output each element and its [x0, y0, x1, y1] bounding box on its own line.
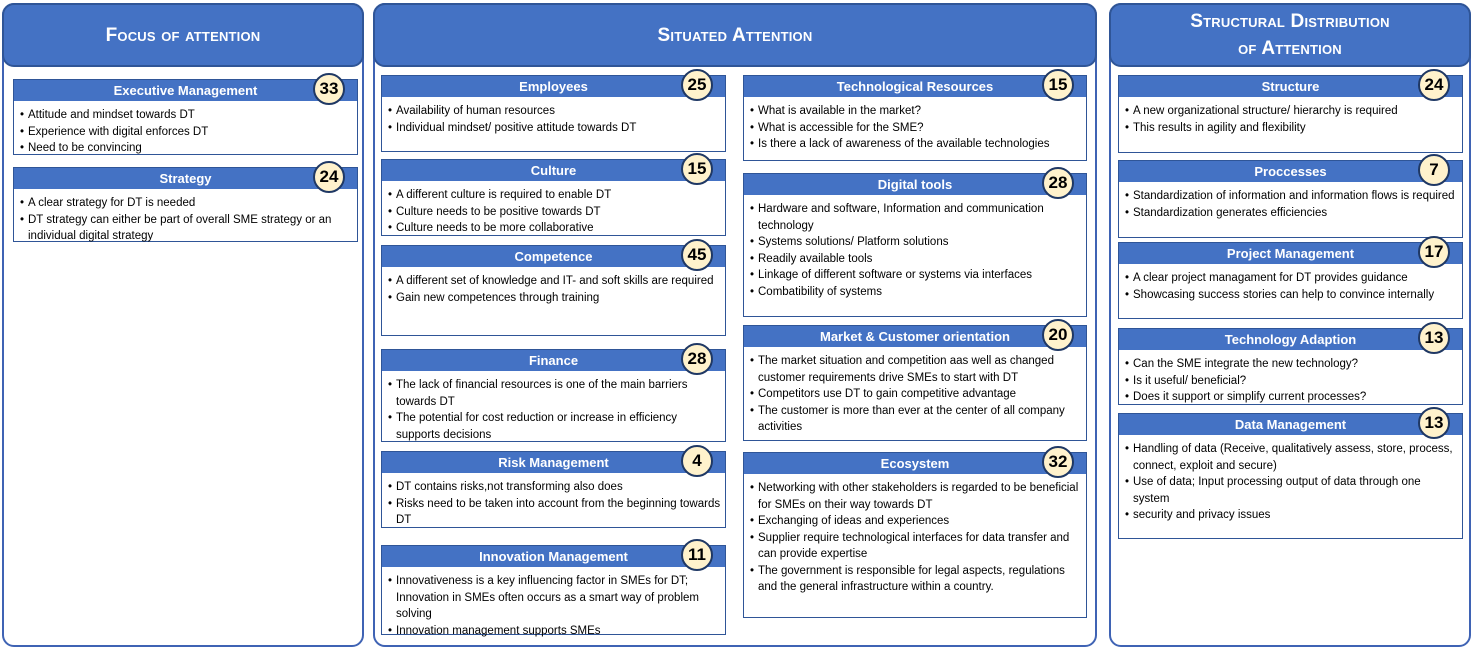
bullet-list [382, 187, 725, 237]
bullet-item: • Is it useful/ beneficial? [1125, 373, 1458, 390]
bullet-item: • The customer is more than ever at the center of all company activities [750, 403, 1082, 436]
bullet-list [1119, 270, 1462, 303]
box-title: Strategy [14, 168, 357, 189]
bullet-list [744, 480, 1086, 596]
count-badge: 32 [1042, 446, 1074, 478]
box-title: Project Management [1119, 243, 1462, 264]
box-title: Finance [382, 350, 725, 371]
bullet-item: • Need to be convincing [20, 140, 353, 157]
box-project-management [1118, 242, 1463, 319]
box-competence [381, 245, 726, 336]
count-badge: 20 [1042, 319, 1074, 351]
count-badge: 25 [681, 69, 713, 101]
count-badge: 15 [681, 153, 713, 185]
bullet-list [382, 103, 725, 136]
bullet-list [14, 107, 357, 157]
box-executive-management [13, 79, 358, 155]
box-digital-tools [743, 173, 1087, 317]
bullet-item: • Use of data; Input processing output of data through one system [1125, 474, 1458, 507]
count-badge: 33 [313, 73, 345, 105]
bullet-item: • A new organizational structure/ hierarchy is required [1125, 103, 1458, 120]
box-title: Competence [382, 246, 725, 267]
bullet-list [1119, 103, 1462, 136]
bullet-item: • Can the SME integrate the new technology? [1125, 356, 1458, 373]
box-finance [381, 349, 726, 442]
bullet-list [1119, 356, 1462, 406]
structural-panel-title-1: Structural Distribution [1190, 11, 1390, 32]
bullet-item: • The lack of financial resources is one of the main barriers towards DT [388, 377, 721, 410]
structural-panel-header [1109, 3, 1471, 67]
bullet-item: • Experience with digital enforces DT [20, 124, 353, 141]
box-title: Employees [382, 76, 725, 97]
bullet-item: • Does it support or simplify current processes? [1125, 389, 1458, 406]
count-badge: 24 [1418, 69, 1450, 101]
bullet-item: • Exchanging of ideas and experiences [750, 513, 1082, 530]
bullet-item: • Linkage of different software or systems via interfaces [750, 267, 1082, 284]
bullet-item: • Innovation management supports SMEs [388, 623, 721, 640]
count-badge: 11 [681, 539, 713, 571]
focus-panel-header [2, 3, 364, 67]
count-badge: 17 [1418, 236, 1450, 268]
count-badge: 28 [681, 343, 713, 375]
bullet-item: • The potential for cost reduction or increase in efficiency supports decisions [388, 410, 721, 443]
bullet-item: • The market situation and competition aas well as changed customer requirements drive SMEs to start with DT [750, 353, 1082, 386]
bullet-item: • Supplier require technological interfaces for data transfer and can provide expertise [750, 530, 1082, 563]
bullet-item: • Standardization generates efficiencies [1125, 205, 1458, 222]
situated-panel-header [373, 3, 1097, 67]
box-title: Data Management [1119, 414, 1462, 435]
box-title: Executive Management [14, 80, 357, 101]
count-badge: 13 [1418, 322, 1450, 354]
bullet-list [382, 479, 725, 529]
bullet-list [382, 377, 725, 443]
bullet-item: • Culture needs to be more collaborative [388, 220, 721, 237]
bullet-item: • Innovativeness is a key influencing factor in SMEs for DT; Innovation in SMEs often occurs as a smart way of problem solving [388, 573, 721, 623]
bullet-item: • Risks need to be taken into account from the beginning towards DT [388, 496, 721, 529]
box-risk-management [381, 451, 726, 528]
bullet-list [382, 273, 725, 306]
box-market-customer [743, 325, 1087, 441]
bullet-item: • Gain new competences through training [388, 290, 721, 307]
bullet-item: • DT strategy can either be part of overall SME strategy or an individual digital strategy [20, 212, 353, 245]
bullet-list [744, 353, 1086, 436]
bullet-list [1119, 188, 1462, 221]
box-title: Ecosystem [744, 453, 1086, 474]
count-badge: 4 [681, 445, 713, 477]
bullet-item: • Culture needs to be positive towards DT [388, 204, 721, 221]
bullet-item: • DT contains risks,not transforming also does [388, 479, 721, 496]
box-title: Culture [382, 160, 725, 181]
count-badge: 28 [1042, 167, 1074, 199]
box-title: Structure [1119, 76, 1462, 97]
box-technological-resources [743, 75, 1087, 161]
bullet-item: • Combatibility of systems [750, 284, 1082, 301]
bullet-item: • Competitors use DT to gain competitive advantage [750, 386, 1082, 403]
bullet-item: • Availability of human resources [388, 103, 721, 120]
bullet-item: • Is there a lack of awareness of the available technologies [750, 136, 1082, 153]
bullet-item: • Standardization of information and information flows is required [1125, 188, 1458, 205]
box-employees [381, 75, 726, 152]
bullet-item: • The government is responsible for legal aspects, regulations and the general infrastructure within a country. [750, 563, 1082, 596]
box-technology-adaption [1118, 328, 1463, 405]
box-culture [381, 159, 726, 236]
box-title: Technology Adaption [1119, 329, 1462, 350]
bullet-item: • A clear project managament for DT provides guidance [1125, 270, 1458, 287]
bullet-item: • What is available in the market? [750, 103, 1082, 120]
bullet-list [744, 201, 1086, 300]
bullet-list [14, 195, 357, 245]
box-ecosystem [743, 452, 1087, 618]
box-processes [1118, 160, 1463, 238]
bullet-item: • security and privacy issues [1125, 507, 1458, 524]
box-title: Technological Resources [744, 76, 1086, 97]
count-badge: 15 [1042, 69, 1074, 101]
focus-panel-title: Focus of attention [105, 24, 261, 46]
bullet-item: • Showcasing success stories can help to convince internally [1125, 287, 1458, 304]
box-title: Risk Management [382, 452, 725, 473]
bullet-item: • Attitude and mindset towards DT [20, 107, 353, 124]
bullet-item: • A clear strategy for DT is needed [20, 195, 353, 212]
bullet-item: • A different set of knowledge and IT- and soft skills are required [388, 273, 721, 290]
count-badge: 13 [1418, 407, 1450, 439]
bullet-item: • What is accessible for the SME? [750, 120, 1082, 137]
count-badge: 7 [1418, 154, 1450, 186]
bullet-item: • A different culture is required to enable DT [388, 187, 721, 204]
box-data-management [1118, 413, 1463, 539]
bullet-item: • Handling of data (Receive, qualitatively assess, store, process, connect, exploit and secure) [1125, 441, 1458, 474]
box-title: Innovation Management [382, 546, 725, 567]
box-title: Market & Customer orientation [744, 326, 1086, 347]
box-innovation-management [381, 545, 726, 635]
box-title: Proccesses [1119, 161, 1462, 182]
box-structure [1118, 75, 1463, 153]
bullet-item: • This results in agility and flexibility [1125, 120, 1458, 137]
focus-panel [2, 3, 364, 647]
situated-panel-title: Situated Attention [657, 24, 813, 46]
bullet-list [744, 103, 1086, 153]
bullet-item: • Individual mindset/ positive attitude towards DT [388, 120, 721, 137]
count-badge: 45 [681, 239, 713, 271]
count-badge: 24 [313, 161, 345, 193]
bullet-list [1119, 441, 1462, 524]
bullet-item: • Systems solutions/ Platform solutions [750, 234, 1082, 251]
box-title: Digital tools [744, 174, 1086, 195]
situated-panel [373, 3, 1097, 647]
bullet-item: • Hardware and software, Information and communication technology [750, 201, 1082, 234]
structural-panel [1109, 3, 1471, 647]
structural-panel-title-2: of Attention [1238, 38, 1342, 59]
box-strategy [13, 167, 358, 242]
bullet-list [382, 573, 725, 639]
bullet-item: • Readily available tools [750, 251, 1082, 268]
bullet-item: • Networking with other stakeholders is regarded to be beneficial for SMEs on their way towards DT [750, 480, 1082, 513]
